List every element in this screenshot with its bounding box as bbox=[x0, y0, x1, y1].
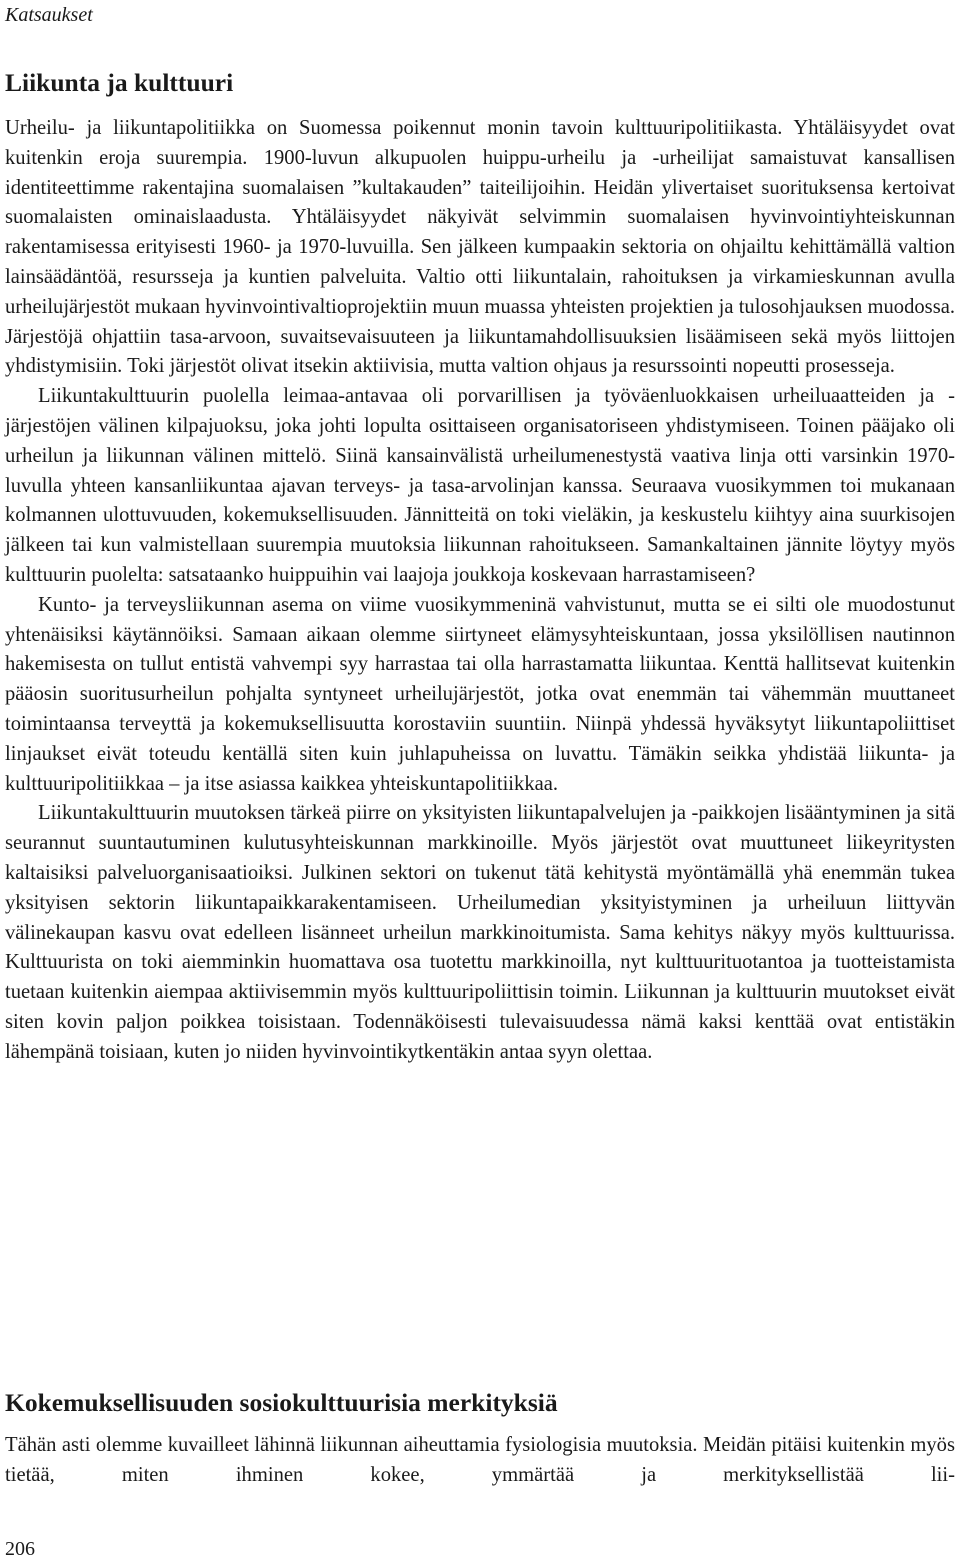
section-body-kokemuksellisuuden bbox=[5, 1431, 955, 1491]
running-head: Katsaukset bbox=[5, 4, 93, 26]
section-body-liikunta-ja-kulttuuri bbox=[5, 114, 955, 1068]
paragraph: Urheilu- ja liikuntapolitiikka on Suomessa poikennut monin tavoin kulttuuripolitiikasta. Yhtäläisyydet ovat kuitenkin eroja suurempia. 1900-luvun alkupuolen huippu-urheilu ja -urheilijat samaistuvat kansallisen identiteettimme rakentajina suomalaisen ”kultakauden” taiteilijoihin. Heidän ylivertaiset suorituksensa kertoivat suomalaisten ominaislaadusta. Yhtäläisyydet näkyivät selvimmin suomalaisen hyvinvointiyhteiskunnan rakentamisessa erityisesti 1960- ja 1970-luvuilla. Sen jälkeen kumpaakin sektoria on ohjailtu kehittämällä valtion lainsäädäntöä, resursseja ja kuntien palveluita. Valtio otti liikuntalain, rahoituksen ja virkamieskunnan avulla urheilujärjestöt mukaan hyvinvointivaltioprojektiin muun muassa yhteisten projektien ja tulosohjauksen muodossa. Järjestöjä ohjattiin tasa-arvoon, suvaitsevaisuuteen ja liikuntamahdollisuuksien lisäämiseen sekä myös liittojen yhdistymisiin. Toki järjestöt olivat itsekin aktiivisia, mutta valtion ohjaus ja resurssointi nopeutti prosesseja. bbox=[5, 117, 955, 378]
section-heading-liikunta-ja-kulttuuri: Liikunta ja kulttuuri bbox=[5, 68, 234, 97]
paragraph: Kunto- ja terveysliikunnan asema on viime vuosikymmeninä vahvistunut, mutta se ei silti ole muodostunut yhtenäisiksi käytännöiksi. Samaan aikaan olemme siirtyneet elämysyhteiskuntaan, jossa yksilöllisen nautinnon hakemisesta on tullut entistä vahvempi syy harrastaa tai olla harrastamatta liikuntaa. Kenttä hallitsevat kuitenkin pääosin suoritusurheilun pohjalta syntyneet urheilujärjestöt, jotka ovat enemmän tai vähemmän muuttaneet toimintaansa terveyttä ja kokemuksellisuutta korostaviin suuntiin. Niinpä yhdessä hyväksytyt liikuntapoliittiset linjaukset eivät toteudu kentällä siten kuin juhlapuheissa on luvattu. Tämäkin seikka yhdistää liikunta- ja kulttuuripolitiikkaa – ja itse asiassa kaikkea yhteiskuntapolitiikkaa. bbox=[5, 593, 955, 795]
paragraph: Tähän asti olemme kuvailleet lähinnä liikunnan aiheuttamia fysiologisia muutoksia. Meidän pitäisi kuitenkin myös tietää, miten ihminen kokee, ymmärtää ja merkityksellistää lii- bbox=[5, 1434, 955, 1486]
section-heading-kokemuksellisuuden: Kokemuksellisuuden sosiokulttuurisia merkityksiä bbox=[5, 1388, 558, 1417]
page-number: 206 bbox=[5, 1538, 35, 1560]
paragraph: Liikuntakulttuurin muutoksen tärkeä piirre on yksityisten liikuntapalvelujen ja -paikkojen lisääntyminen ja sitä seurannut suuntautuminen kulutusyhteiskunnan markkinoille. Myös järjestöt ovat muuttuneet liikeyritysten kaltaisiksi palveluorganisaatioiksi. Julkinen sektori on tukenut tätä kehitystä myöntämällä yhä enemmän tukea yksityisen sektorin liikuntapaikkarakentamiseen. Urheilumedian yksityistyminen ja urheiluun liittyvän välinekaupan kasvu ovat edelleen lisänneet urheilun markkinoitumista. Sama kehitys näkyy myös kulttuurissa. Kulttuurista on toki aiemminkin huomattava osa tuotettu markkinoilla, nyt kulttuurituotantoa ja tuotteistamista tuetaan kuitenkin aiempaa aktiivisemmin myös kulttuuripoliittisin toimin. Liikunnan ja kulttuurin muutokset eivät siten kovin paljon poikkea toisistaan. Todennäköisesti tulevaisuudessa nämä kaksi kenttää ovat entistäkin lähempänä toisiaan, kuten jo niiden hyvinvointikytkentäkin antaa syyn olettaa. bbox=[5, 802, 955, 1063]
paragraph: Liikuntakulttuurin puolella leimaa-antavaa oli porvarillisen ja työväenluokkaisen urheiluaatteiden ja -järjestöjen välinen kilpajuoksu, joka johti lopulta osittaiseen organisatoriseen yhdistymiseen. Toinen pääjako oli urheilun ja liikunnan välinen mittelö. Siinä kansainvälistä urheilumenestystä vaativa linja otti varsinkin 1970-luvulla yhteen kansanliikuntaa ajavan terveys- ja tasa-arvolinjan kanssa. Seuraava vuosikymmen toi mukanaan kolmannen ulottuvuuden, kokemuksellisuuden. Jännitteitä on toki vieläkin, ja keskustelu kiihtyy aina suurkisojen jälkeen tai kun valmistellaan suurempia muutoksia liikunnan rahoitukseen. Samankaltainen jännite löytyy myös kulttuurin puolelta: satsataanko huippuihin vai laajoja joukkoja koskevaan harrastamiseen? bbox=[5, 385, 955, 586]
